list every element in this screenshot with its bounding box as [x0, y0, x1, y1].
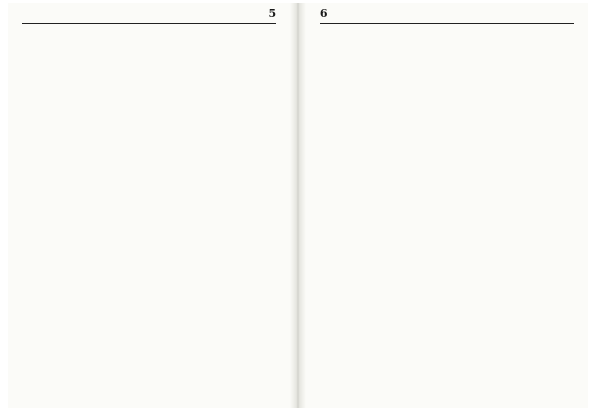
body-line — [320, 98, 574, 112]
left-running-head — [22, 7, 276, 20]
body-line — [22, 84, 276, 98]
body-line — [320, 181, 574, 195]
body-line — [320, 167, 574, 181]
body-line — [320, 360, 574, 374]
article-2-byline — [22, 319, 276, 331]
body-line — [320, 374, 574, 388]
body-line — [320, 222, 574, 236]
body-line — [22, 277, 276, 291]
body-line — [320, 29, 574, 43]
body-line — [22, 236, 276, 250]
body-line — [320, 57, 574, 71]
body-line — [320, 264, 574, 278]
right-page-number: 6 — [319, 7, 328, 20]
article-2-title — [22, 299, 276, 317]
body-line — [22, 222, 276, 236]
body-line — [22, 139, 276, 153]
article-1-body — [22, 70, 276, 291]
body-line — [22, 194, 276, 208]
body-line — [320, 250, 574, 264]
body-line — [22, 208, 276, 222]
body-line — [320, 70, 574, 84]
body-line — [320, 277, 574, 291]
left-header-rule — [22, 23, 276, 24]
body-line — [22, 98, 276, 112]
book-gutter — [290, 3, 306, 408]
body-line — [320, 195, 574, 209]
body-line — [22, 153, 276, 167]
body-line — [22, 70, 276, 84]
body-line — [22, 249, 276, 263]
body-line — [320, 112, 574, 126]
body-line — [22, 125, 276, 139]
body-line — [320, 126, 574, 140]
body-line — [22, 376, 276, 390]
body-line — [320, 84, 574, 98]
body-line — [320, 319, 574, 333]
body-line — [22, 180, 276, 194]
body-line — [320, 236, 574, 250]
article-2 — [22, 299, 276, 404]
right-page-body — [320, 29, 574, 402]
article-2-body — [22, 335, 276, 404]
left-page — [8, 3, 290, 408]
body-line — [320, 208, 574, 222]
body-line — [320, 153, 574, 167]
right-header-rule — [320, 23, 574, 24]
body-line — [22, 335, 276, 349]
article-1-byline — [22, 52, 276, 64]
body-line — [320, 291, 574, 305]
body-line — [320, 333, 574, 347]
body-line — [22, 362, 276, 376]
right-page — [306, 3, 588, 408]
body-line — [22, 390, 276, 404]
body-line — [320, 305, 574, 319]
body-line — [22, 167, 276, 181]
body-line — [22, 349, 276, 363]
body-line — [320, 43, 574, 57]
right-running-head — [320, 7, 574, 20]
body-line — [320, 388, 574, 402]
left-page-number: 5 — [268, 7, 277, 20]
body-line — [320, 346, 574, 360]
body-line — [320, 139, 574, 153]
body-line — [22, 263, 276, 277]
article-1-title — [22, 32, 276, 50]
body-line — [22, 111, 276, 125]
